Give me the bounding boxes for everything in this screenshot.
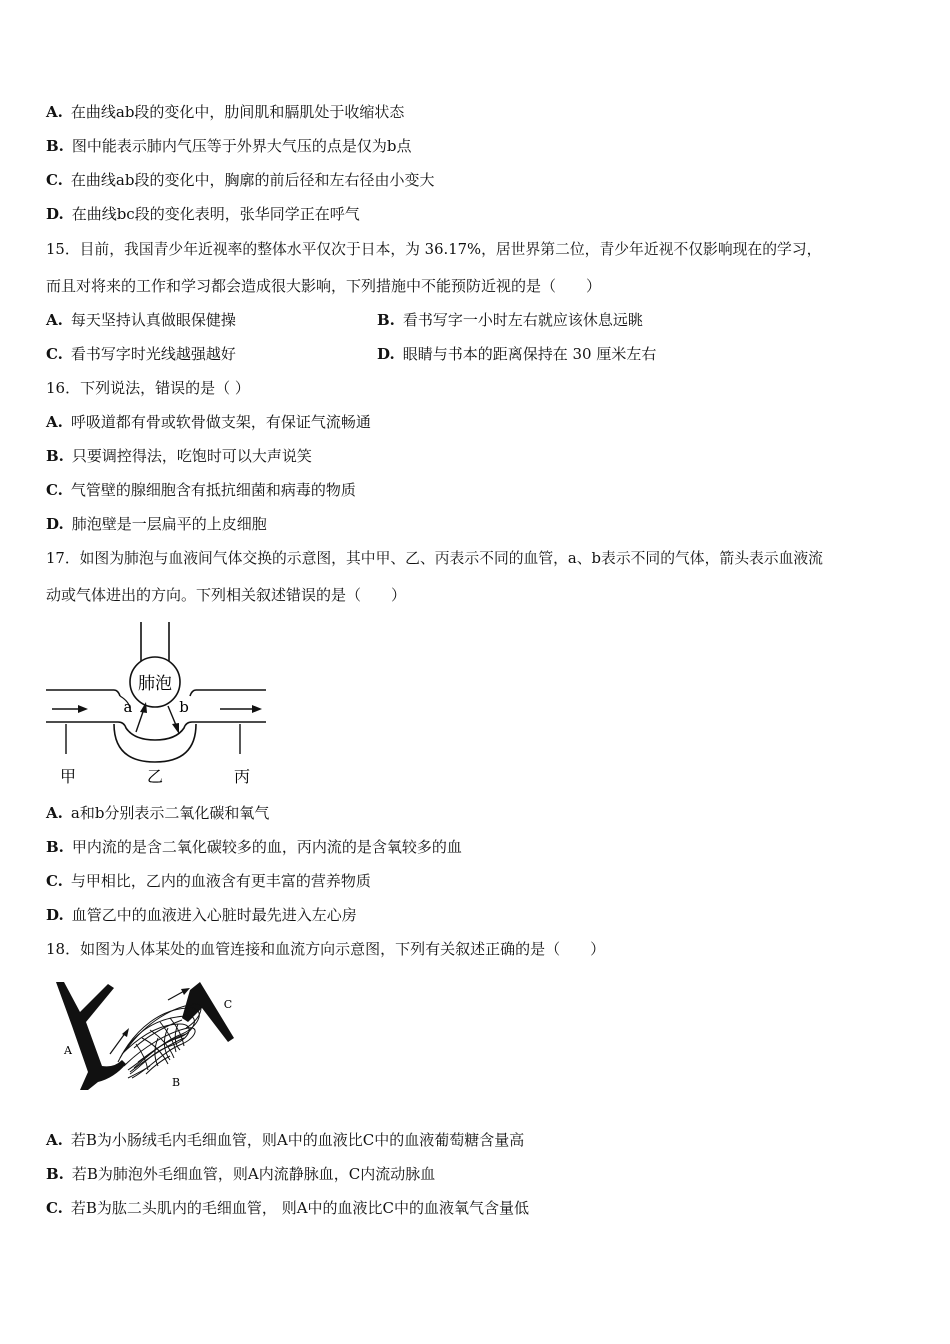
option-text: 若B为小肠绒毛内毛细血管，则A中的血液比C中的血液葡萄糖含量高 (70, 1131, 525, 1149)
q15-stem-line2: 而且对将来的工作和学习都会造成很大影响，下列措施中不能预防近视的是（ ） (46, 277, 602, 295)
option-text: 眼睛与书本的距离保持在 30 厘米左右 (402, 345, 657, 363)
q17-option-b (46, 837, 462, 857)
option-letter: B. (377, 311, 395, 329)
option-letter: C. (46, 345, 63, 363)
vessel-yi-label: 乙 (146, 767, 164, 786)
vessel-c (182, 982, 234, 1042)
option-text: 只要调控得法，吃饱时可以大声说笑 (71, 447, 312, 465)
option-text: 呼吸道都有骨或软骨做支架，有保证气流畅通 (70, 413, 371, 431)
q15-option-a (46, 310, 236, 330)
q17-option-a (46, 803, 269, 823)
option-letter: A. (46, 804, 63, 822)
vessel-bing-label: 丙 (233, 767, 251, 786)
q18-option-a (46, 1130, 524, 1150)
option-letter: D. (46, 906, 64, 924)
q14-option-b (46, 136, 412, 156)
option-text: 在曲线bc段的变化表明，张华同学正在呼气 (71, 205, 360, 223)
q17-stem-line1: 17．如图为肺泡与血液间气体交换的示意图，其中甲、乙、丙表示不同的血管，a、b表示不同的气体，箭头表示血液流 (46, 550, 823, 567)
q14-option-d (46, 204, 360, 224)
q18-stem: 18．如图为人体某处的血管连接和血流方向示意图，下列有关叙述正确的是（ ） (46, 940, 606, 958)
option-letter: A. (46, 413, 63, 431)
q17-option-d (46, 905, 357, 925)
q17-option-c (46, 871, 371, 891)
q17-stem-line2: 动或气体进出的方向。下列相关叙述错误的是（ ） (46, 586, 407, 604)
option-text: a和b分别表示二氧化碳和氧气 (70, 804, 270, 822)
q16-option-c (46, 480, 356, 500)
vessel-jia-label: 甲 (59, 767, 77, 786)
option-text: 肺泡壁是一层扁平的上皮细胞 (71, 515, 267, 533)
option-text: 看书写字一小时左右就应该休息远眺 (402, 311, 643, 329)
label-b: B (171, 1076, 181, 1089)
option-letter: A. (46, 311, 63, 329)
option-text: 气管壁的腺细胞含有抵抗细菌和病毒的物质 (70, 481, 356, 499)
gas-a-label: a (123, 698, 133, 716)
q16-option-b (46, 446, 312, 466)
q16-stem: 16．下列说法，错误的是（ ） (46, 379, 250, 397)
option-letter: C. (46, 171, 63, 189)
q14-option-c (46, 170, 434, 190)
q18-option-c (46, 1198, 529, 1218)
q15-stem-line1: 15．目前，我国青少年近视率的整体水平仅次于日本，为 36.17%，居世界第二位，青少年近视不仅影响现在的学习， (46, 241, 822, 258)
label-c: C (223, 998, 233, 1011)
q16-option-d (46, 514, 267, 534)
vessel-a (56, 982, 126, 1090)
option-letter: D. (46, 205, 64, 223)
q15-option-b (377, 310, 643, 330)
option-text: 若B为肱二头肌内的毛细血管， 则A中的血液比C中的血液氧气含量低 (70, 1199, 530, 1217)
option-text: 若B为肺泡外毛细血管，则A内流静脉血，C内流动脉血 (71, 1165, 436, 1183)
option-letter: D. (46, 515, 64, 533)
option-letter: D. (377, 345, 395, 363)
option-letter: B. (46, 1165, 64, 1183)
alveolus-label: 肺泡 (138, 674, 172, 694)
q15-option-c (46, 344, 236, 364)
option-text: 每天坚持认真做眼保健操 (70, 311, 236, 329)
option-letter: B. (46, 447, 64, 465)
option-letter: A. (46, 103, 63, 121)
option-text: 看书写字时光线越强越好 (70, 345, 236, 363)
option-text: 在曲线ab段的变化中，胸廓的前后径和左右径由小变大 (70, 171, 435, 189)
option-text: 血管乙中的血液进入心脏时最先进入左心房 (71, 906, 357, 924)
option-text: 与甲相比，乙内的血液含有更丰富的营养物质 (70, 872, 371, 890)
q15-option-d (377, 344, 656, 364)
q14-option-a (46, 102, 404, 122)
option-letter: B. (46, 137, 64, 155)
option-letter: C. (46, 872, 63, 890)
capillary-network-figure (50, 978, 240, 1094)
gas-b-label: b (179, 698, 189, 716)
option-letter: C. (46, 481, 63, 499)
option-text: 在曲线ab段的变化中，肋间肌和膈肌处于收缩状态 (70, 103, 405, 121)
label-a: A (64, 1044, 72, 1057)
q18-option-b (46, 1164, 435, 1184)
option-text: 图中能表示肺内气压等于外界大气压的点是仅为b点 (71, 137, 412, 155)
alveolus-gas-exchange-figure (44, 620, 270, 790)
q16-option-a (46, 412, 371, 432)
option-text: 甲内流的是含二氧化碳较多的血，丙内流的是含氧较多的血 (71, 838, 462, 856)
option-letter: A. (46, 1131, 63, 1149)
option-letter: B. (46, 838, 64, 856)
option-letter: C. (46, 1199, 63, 1217)
